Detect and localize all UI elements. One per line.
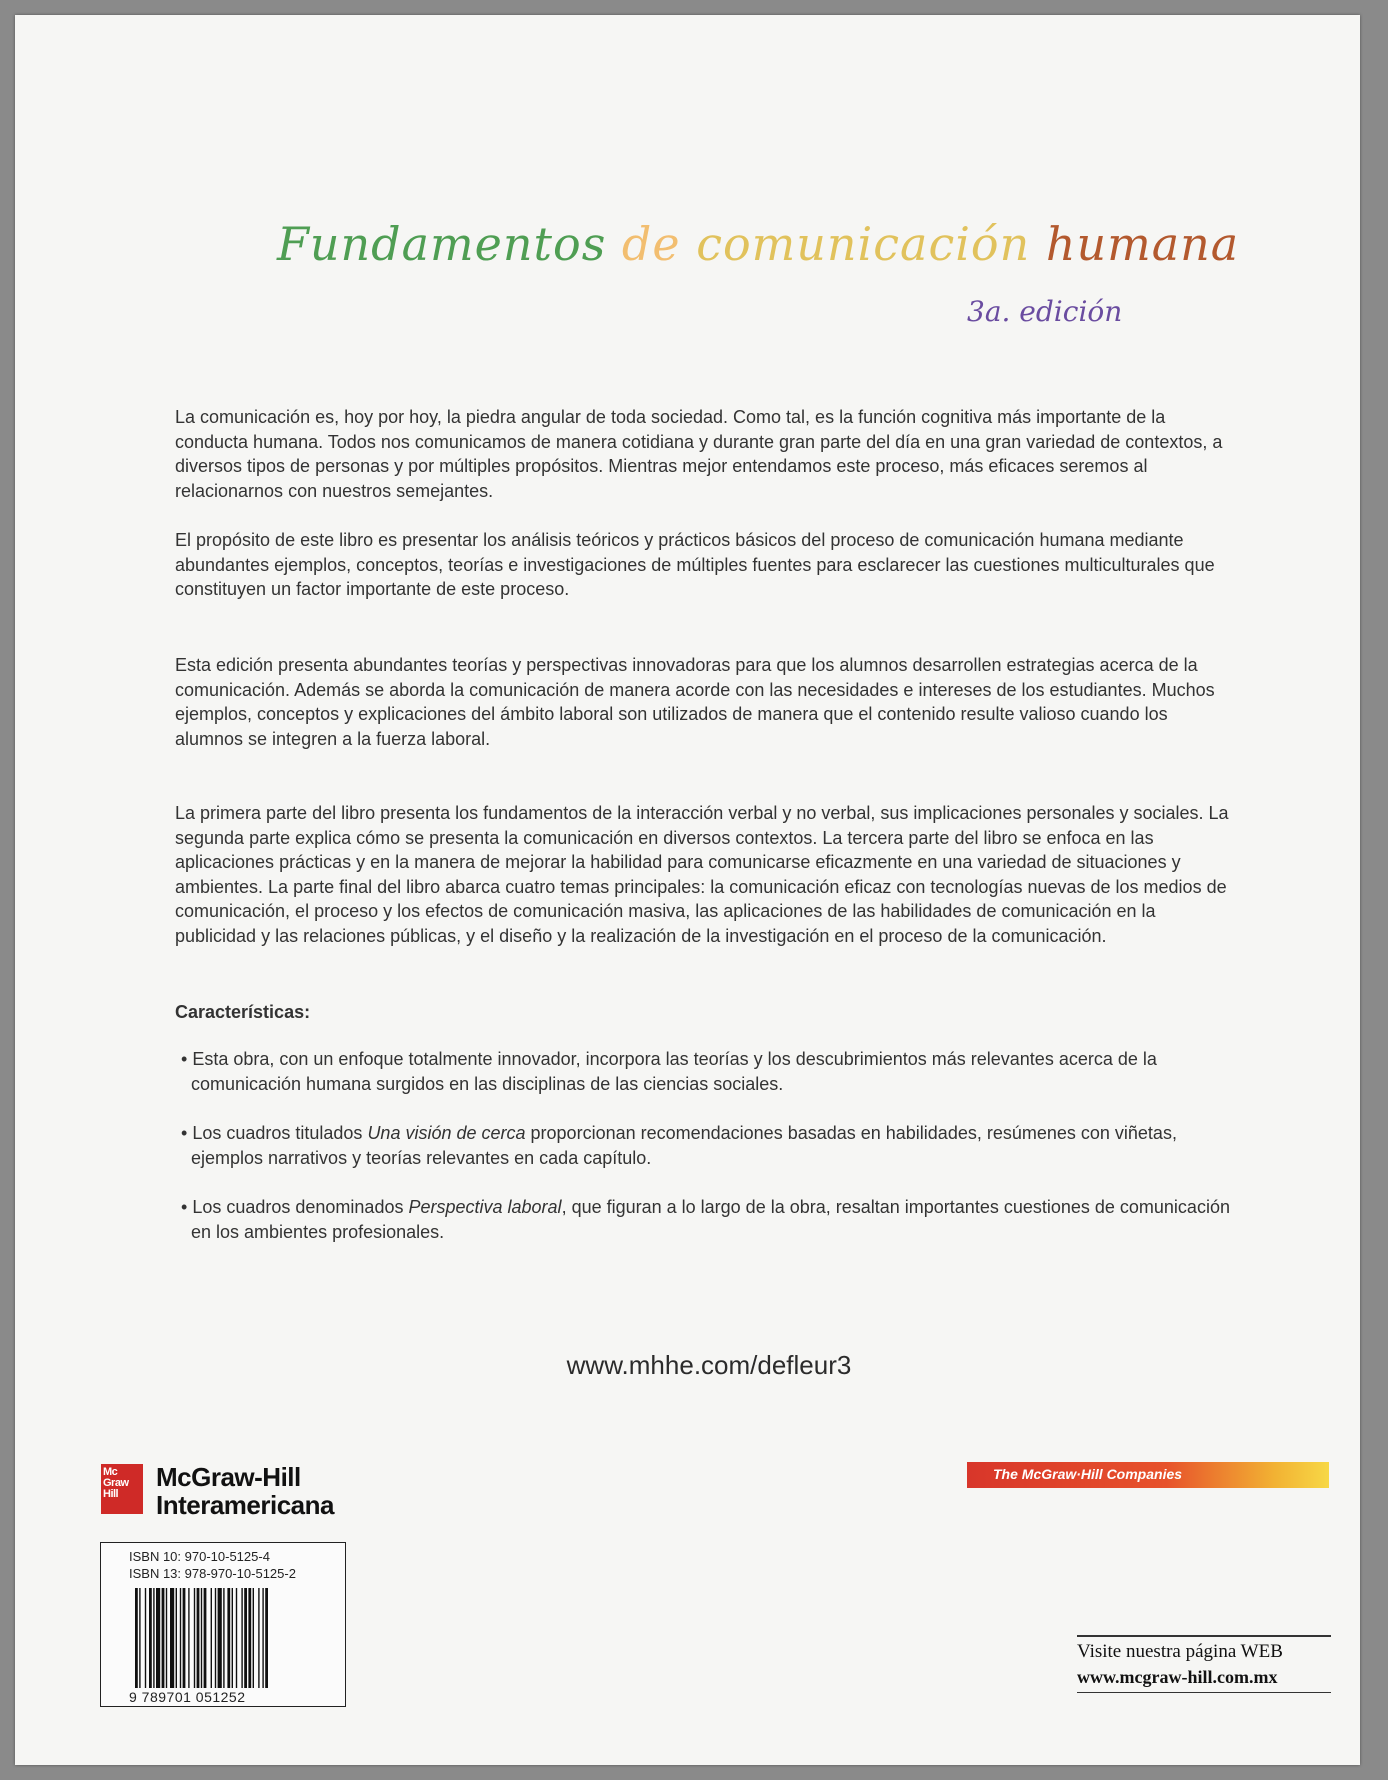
book-back-cover bbox=[15, 15, 1360, 1765]
feature-1-text: Esta obra, con un enfoque totalmente innovador, incorpora las teorías y los descubrimientos más relevantes acerca de la comunicación humana surgidos en las disciplinas de las ciencias sociales. bbox=[191, 1049, 1157, 1094]
barcode-number: 9 789701 051252 bbox=[129, 1689, 246, 1705]
publisher-name-line1: McGraw-Hill bbox=[156, 1462, 301, 1492]
feature-2-emphasis: Una visión de cerca bbox=[367, 1123, 526, 1143]
feature-3-post: , que figuran a lo largo de la obra, resaltan importantes cuestiones de comunicación en los ambientes profesionales. bbox=[191, 1197, 1230, 1242]
publisher-name bbox=[156, 1463, 334, 1519]
features-heading: Características: bbox=[175, 1002, 311, 1022]
feature-bullet-1 bbox=[175, 1047, 1253, 1096]
companies-banner-text: The McGraw·Hill Companies bbox=[993, 1466, 1183, 1482]
book-website-url: www.mhhe.com/defleur3 bbox=[566, 1350, 852, 1380]
barcode-icon bbox=[135, 1588, 311, 1688]
feature-3-emphasis: Perspectiva laboral bbox=[408, 1197, 562, 1217]
edition-label: 3a. edición bbox=[967, 295, 1123, 328]
divider bbox=[1077, 1692, 1331, 1694]
publisher-web-url: www.mcgraw-hill.com.mx bbox=[1077, 1666, 1278, 1687]
title-word-humana: humana bbox=[1045, 217, 1240, 271]
bullet-mark: • bbox=[181, 1197, 188, 1217]
isbn-10: ISBN 10: 970-10-5125-4 bbox=[129, 1549, 270, 1564]
paragraph-1: La comunicación es, hoy por hoy, la piedra angular de toda sociedad. Como tal, es la función cognitiva más importante de la conducta humana. Todos nos comunicamos de manera cotidiana y durante gran parte del día en una gran variedad de contextos, a diversos tipos de personas y por múltiples propósitos. Mientras mejor entendamos este proceso, más eficaces seremos al relacionarnos con nuestros semejantes. bbox=[175, 407, 1223, 501]
feature-2-post: proporcionan recomendaciones basadas en habilidades, resúmenes con viñetas, ejemplos narrativos y teorías relevantes en cada capítulo. bbox=[191, 1123, 1177, 1168]
book-title bbox=[277, 217, 1239, 271]
paragraph-3: Esta edición presenta abundantes teorías y perspectivas innovadoras para que los alumnos desarrollen estrategias acerca de la comunicación. Además se aborda la comunicación de manera acorde con las necesidades e intereses de los estudiantes. Muchos ejemplos, conceptos y explicaciones del ámbito laboral son utilizados de manera que el contenido resulte valioso cuando los alumnos se integren a la fuerza laboral. bbox=[175, 655, 1215, 749]
title-word-fundamentos: Fundamentos bbox=[277, 217, 607, 271]
mcgraw-hill-logo-icon: Mc Graw Hill bbox=[101, 1464, 143, 1514]
title-word-de: de bbox=[621, 217, 681, 271]
paragraph-2: El propósito de este libro es presentar los análisis teóricos y prácticos básicos del proceso de comunicación humana mediante abundantes ejemplos, conceptos, teorías e investigaciones de múltiples fuentes para esclarecer las cuestiones multiculturales que constituyen un factor importante de este proceso. bbox=[175, 530, 1215, 599]
feature-bullet-3 bbox=[175, 1195, 1253, 1244]
publisher-name-line2: Interamericana bbox=[156, 1490, 334, 1520]
feature-bullet-2 bbox=[175, 1121, 1253, 1170]
publisher-web-box bbox=[1077, 1635, 1331, 1693]
companies-banner bbox=[967, 1462, 1329, 1488]
feature-2-pre: Los cuadros titulados bbox=[192, 1123, 368, 1143]
feature-3-pre: Los cuadros denominados bbox=[192, 1197, 409, 1217]
title-word-comunicacion: comunicación bbox=[696, 217, 1031, 271]
isbn-13: ISBN 13: 978-970-10-5125-2 bbox=[129, 1566, 296, 1581]
isbn-box bbox=[100, 1542, 346, 1707]
bullet-mark: • bbox=[181, 1123, 188, 1143]
paragraph-4: La primera parte del libro presenta los fundamentos de la interacción verbal y no verbal, sus implicaciones personales y sociales. La segunda parte explica cómo se presenta la comunicación en diversos contextos. La tercera parte del libro se enfoca en las aplicaciones prácticas y en la manera de mejorar la habilidad para comunicarse eficazmente en una variedad de situaciones y ambientes. La parte final del libro abarca cuatro temas principales: la comunicación eficaz con tecnologías nuevas de los medios de comunicación, el proceso y los efectos de comunicación masiva, las aplicaciones de las habilidades de comunicación en la publicidad y las relaciones públicas, y el diseño y la realización de la investigación en el proceso de la comunicación. bbox=[175, 803, 1229, 946]
bullet-mark: • bbox=[181, 1049, 188, 1069]
web-label: Visite nuestra página WEB bbox=[1077, 1640, 1283, 1662]
